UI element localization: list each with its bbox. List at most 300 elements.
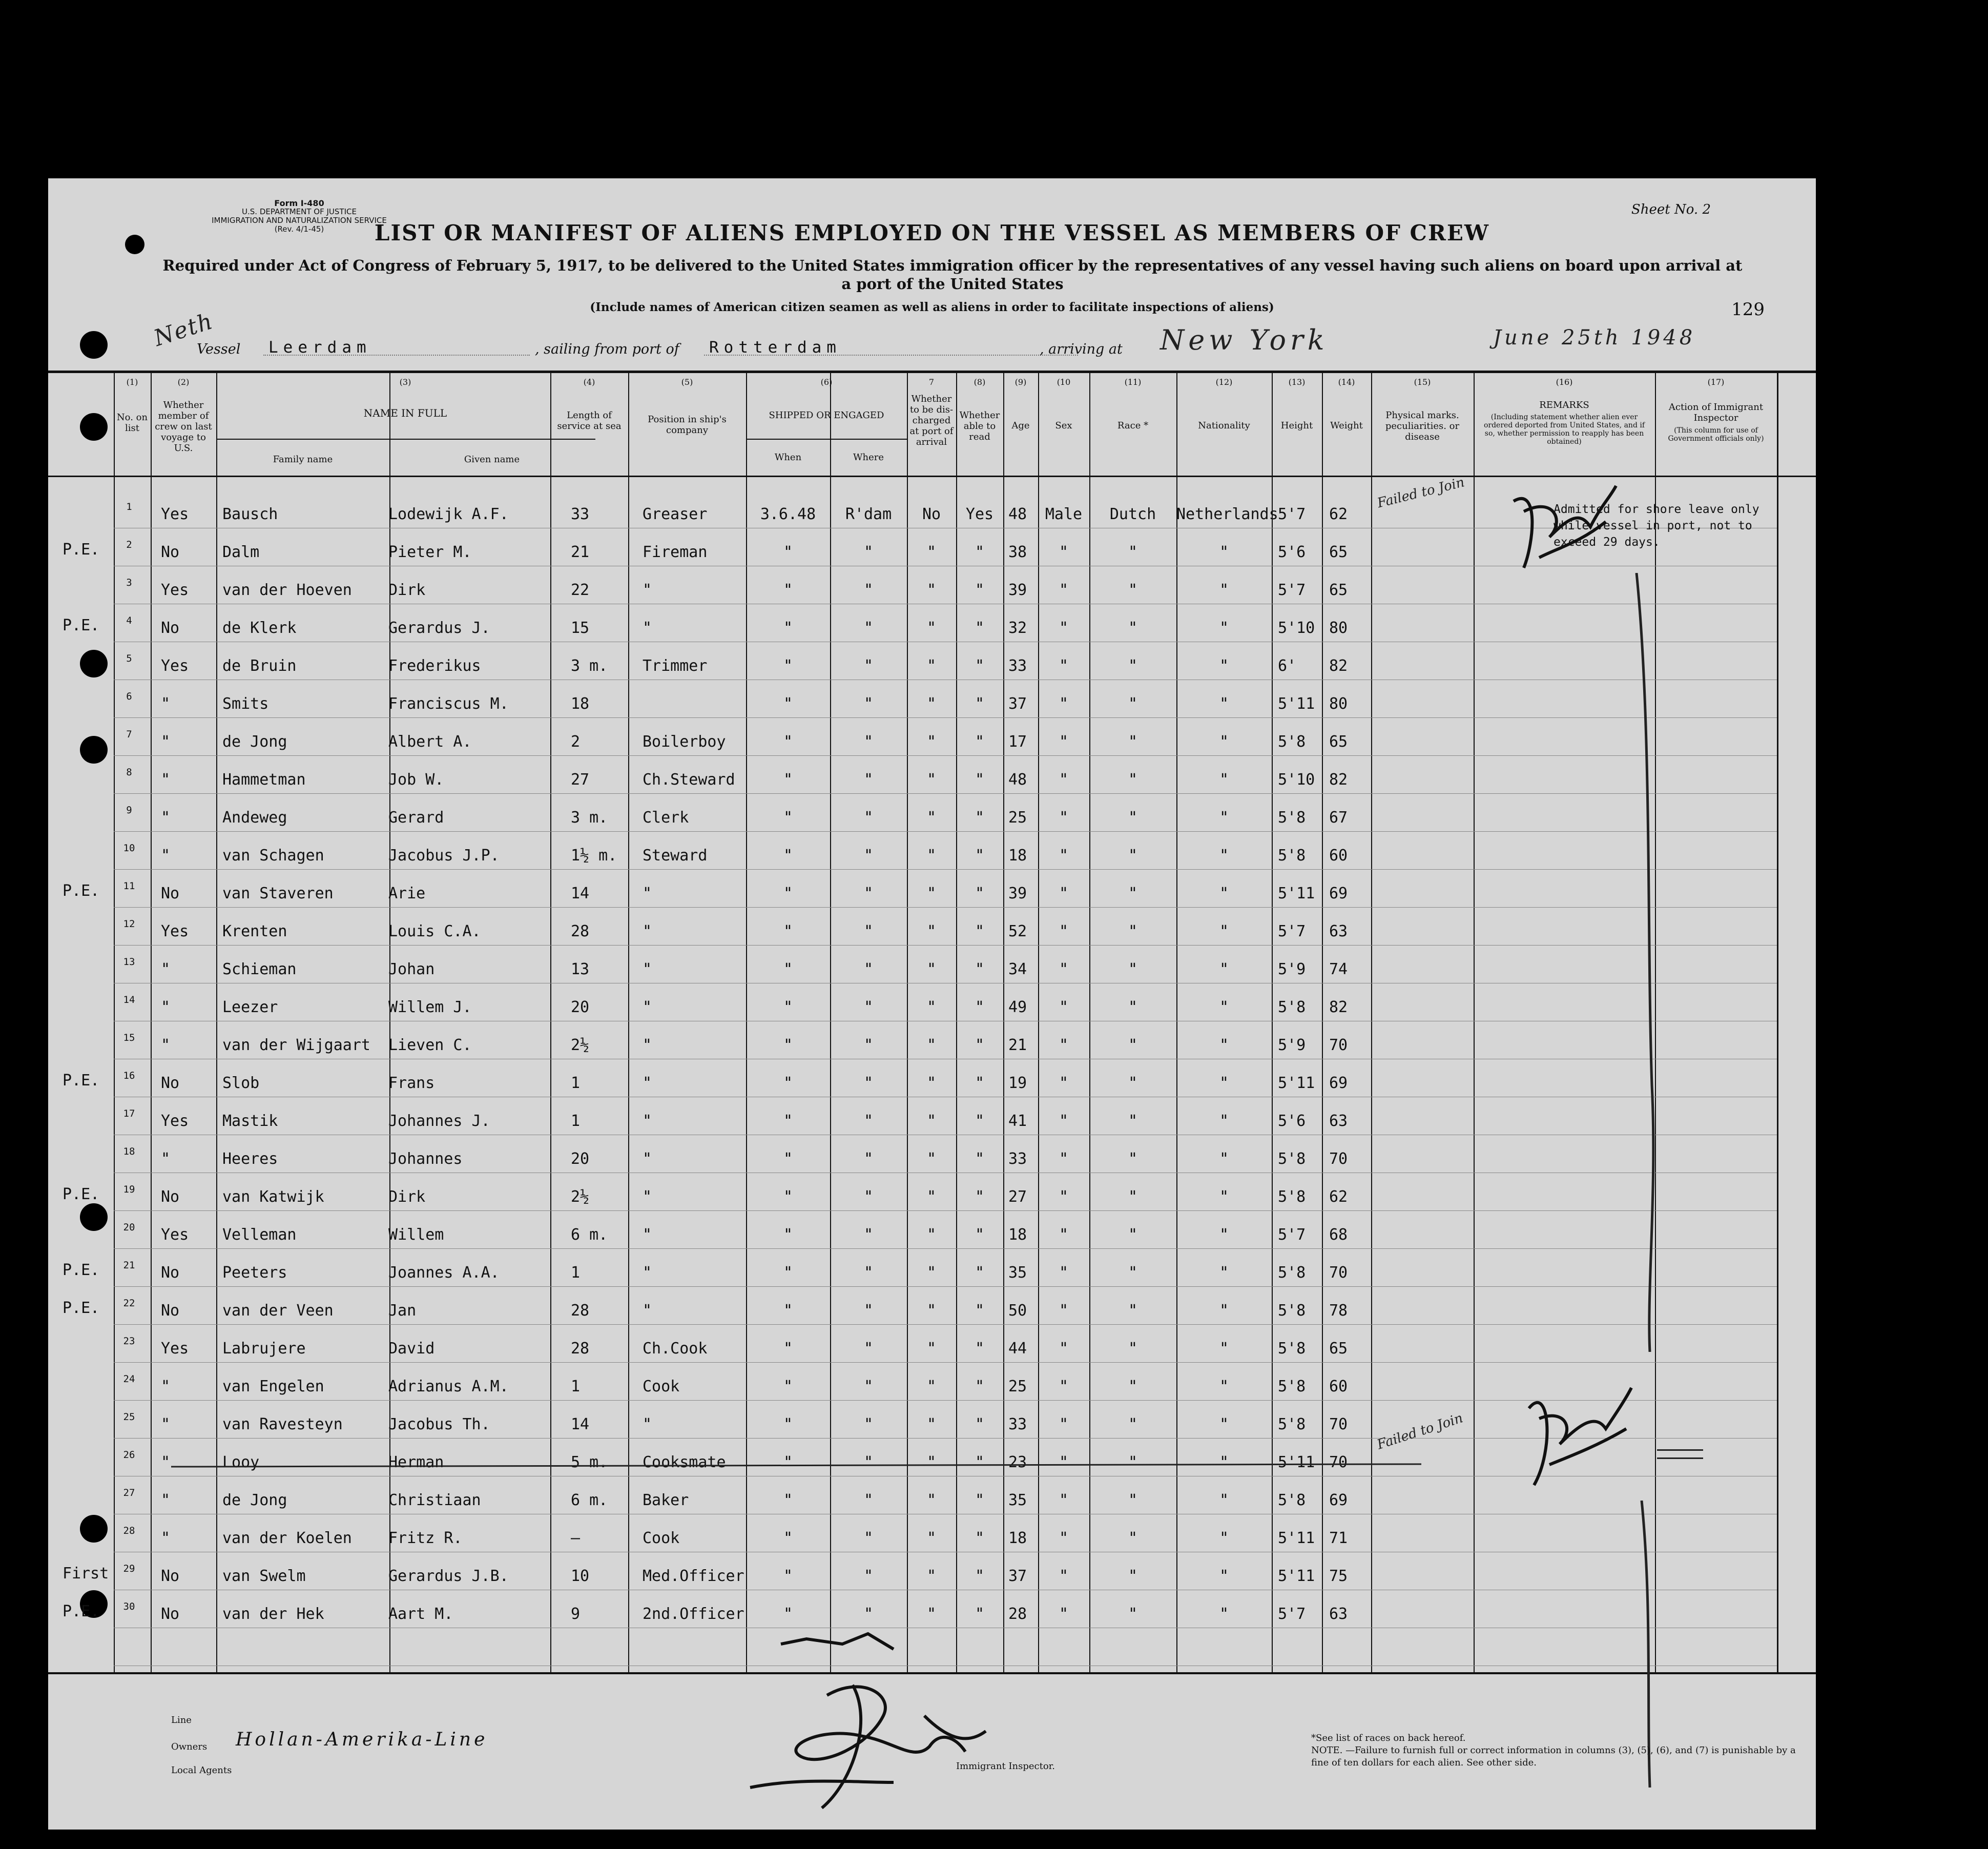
cell-member: " (161, 1529, 171, 1547)
cell-age: 32 (1008, 619, 1027, 637)
cell-family-name: van Katwijk (222, 1188, 324, 1206)
cell-length: 2½ (571, 1036, 590, 1054)
cell-race: " (1128, 1036, 1138, 1054)
failed-join-note-2: Failed to Join (1375, 1410, 1465, 1453)
cell-height: 5'11 (1278, 1074, 1315, 1092)
cell-weight: 82 (1329, 657, 1348, 675)
row-prefix: P.E. (63, 1072, 100, 1090)
cell-no: 28 (123, 1525, 135, 1536)
col-num-6: (6) (820, 377, 833, 387)
col-action-note: (This column for use of Government officials only) (1668, 426, 1764, 443)
cell-discharged: " (926, 885, 937, 902)
cell-race: " (1128, 1074, 1138, 1092)
cell-family-name: Looy (222, 1453, 260, 1471)
row-prefix: P.E. (63, 541, 100, 559)
col-race: Race * (1117, 420, 1149, 431)
cell-race: " (1128, 1415, 1138, 1433)
cell-length: 15 (571, 619, 590, 637)
cell-where: " (863, 1302, 874, 1320)
cell-where: " (863, 695, 874, 713)
row-prefix: First (63, 1565, 109, 1583)
cell-when: " (783, 1567, 793, 1585)
cell-where: " (863, 1226, 874, 1244)
crew-table (48, 371, 1816, 1674)
cell-discharged: " (926, 1188, 937, 1206)
shore-leave-remark: Admitted for shore leave only while vessel in port, not to exceed 29 days. (1554, 503, 1759, 549)
cell-length: 21 (571, 543, 590, 561)
cell-length: 1 (571, 1112, 581, 1130)
cell-sex: " (1059, 543, 1069, 561)
cell-no: 1 (126, 501, 132, 512)
cell-when: " (783, 657, 793, 675)
cell-race: " (1128, 809, 1138, 827)
cell-nationality: " (1219, 1036, 1229, 1054)
cell-age: 19 (1008, 1074, 1027, 1092)
cell-position: Fireman (643, 543, 708, 561)
cell-family-name: Heeres (222, 1150, 278, 1168)
row-prefix: P.E. (63, 1261, 100, 1279)
cell-when: " (783, 1415, 793, 1433)
row-prefix: P.E. (63, 882, 100, 900)
cell-age: 18 (1008, 847, 1027, 865)
vessel-underline (263, 355, 530, 356)
cell-length: 28 (571, 922, 590, 940)
cell-weight: 78 (1329, 1302, 1348, 1320)
cell-length: 3 m. (571, 809, 608, 827)
cell-length: 3 m. (571, 657, 608, 675)
cell-when: 3.6.48 (760, 505, 816, 523)
cell-age: 23 (1008, 1453, 1027, 1471)
cell-sex: " (1059, 1302, 1069, 1320)
cell-member: " (161, 1378, 171, 1395)
cell-sex: " (1059, 581, 1069, 599)
cell-no: 4 (126, 615, 132, 626)
cell-height: 5'11 (1278, 885, 1315, 902)
cell-nationality: " (1219, 847, 1229, 865)
cell-weight: 67 (1329, 809, 1348, 827)
cell-where: " (863, 1340, 874, 1358)
revision: (Rev. 4/1-45) (274, 224, 324, 234)
cell-weight: 70 (1329, 1150, 1348, 1168)
cell-discharged: " (926, 543, 937, 561)
cell-weight: 62 (1329, 505, 1348, 523)
cell-nationality: " (1219, 1302, 1229, 1320)
cell-given-name: Herman (388, 1453, 444, 1471)
cell-read: " (975, 771, 985, 789)
col-no-on-list: No. on list (116, 412, 148, 434)
cell-nationality: " (1219, 960, 1229, 978)
cell-discharged: " (926, 657, 937, 675)
sheet-label: Sheet No. (1631, 202, 1699, 217)
col-num-5: (5) (681, 377, 693, 387)
cell-where: " (863, 809, 874, 827)
inspector-initials-1 (1493, 481, 1647, 583)
table-row (48, 644, 1816, 682)
cell-length: 27 (571, 771, 590, 789)
cell-weight: 80 (1329, 619, 1348, 637)
cell-given-name: Jacobus Th. (388, 1415, 490, 1433)
cell-age: 35 (1008, 1491, 1027, 1509)
cell-no: 15 (123, 1032, 135, 1043)
cell-when: " (783, 998, 793, 1016)
cell-member: " (161, 1453, 171, 1471)
cell-length: 10 (571, 1567, 590, 1585)
cell-weight: 63 (1329, 1605, 1348, 1623)
cell-family-name: de Bruin (222, 657, 297, 675)
cell-sex: " (1059, 657, 1069, 675)
cell-race: " (1128, 922, 1138, 940)
cell-discharged: " (926, 1074, 937, 1092)
cell-no: 7 (126, 729, 132, 740)
cell-given-name: Johannes J. (388, 1112, 490, 1130)
cell-position: Clerk (643, 809, 689, 827)
footer-race-note: *See list of races on back hereof. (1311, 1733, 1466, 1743)
cell-height: 5'10 (1278, 771, 1315, 789)
cell-discharged: " (926, 1264, 937, 1282)
cell-age: 37 (1008, 695, 1027, 713)
cell-weight: 63 (1329, 1112, 1348, 1130)
col-sex: Sex (1055, 420, 1072, 431)
cell-age: 38 (1008, 543, 1027, 561)
cell-weight: 70 (1329, 1264, 1348, 1282)
cell-family-name: Smits (222, 695, 269, 713)
cell-weight: 69 (1329, 1074, 1348, 1092)
cell-read: " (975, 1150, 985, 1168)
port-name: Rotterdam (709, 338, 841, 357)
cell-when: " (783, 922, 793, 940)
cell-no: 2 (126, 539, 132, 550)
cell-member: " (161, 809, 171, 827)
cell-given-name: Pieter M. (388, 543, 472, 561)
cell-read: " (975, 695, 985, 713)
cell-height: 5'11 (1278, 1453, 1315, 1471)
cell-discharged: " (926, 1605, 937, 1623)
cell-nationality: " (1219, 1491, 1229, 1509)
cell-family-name: Schieman (222, 960, 297, 978)
cell-family-name: van der Hoeven (222, 581, 352, 599)
cell-sex: " (1059, 960, 1069, 978)
cell-when: " (783, 1150, 793, 1168)
cell-nationality: " (1219, 922, 1229, 940)
cell-read: " (975, 657, 985, 675)
cell-nationality: " (1219, 619, 1229, 637)
cell-no: 22 (123, 1298, 135, 1309)
cell-position: Steward (643, 847, 708, 865)
cell-member: No (161, 1264, 180, 1282)
cell-nationality: " (1219, 1605, 1229, 1623)
inspector-signature (699, 1613, 1058, 1849)
cell-age: 48 (1008, 771, 1027, 789)
footer-note-label: NOTE. (1311, 1745, 1343, 1756)
cell-when: " (783, 1491, 793, 1509)
cell-position: Greaser (643, 505, 708, 523)
col-num-13: (13) (1288, 377, 1306, 387)
cell-sex: " (1059, 1605, 1069, 1623)
sheet-value: 2 (1702, 202, 1711, 217)
cell-nationality: " (1219, 581, 1229, 599)
cell-weight: 71 (1329, 1529, 1348, 1547)
cell-no: 9 (126, 805, 132, 816)
cell-race: " (1128, 543, 1138, 561)
cell-where: " (863, 1264, 874, 1282)
cell-weight: 65 (1329, 543, 1348, 561)
cell-position: " (643, 581, 652, 599)
cell-when: " (783, 695, 793, 713)
cell-given-name: Gerardus J. (388, 619, 490, 637)
cell-position: " (643, 885, 652, 902)
cell-height: 5'8 (1278, 733, 1306, 751)
failed-join-note-1: Failed to Join (1376, 475, 1466, 511)
cell-race: " (1128, 695, 1138, 713)
cell-sex: " (1059, 1264, 1069, 1282)
cell-nationality: " (1219, 1226, 1229, 1244)
cell-discharged: " (926, 581, 937, 599)
cell-age: 33 (1008, 1415, 1027, 1433)
page-subtitle: Required under Act of Congress of February 5, 1917, to be delivered to the United States immigration officer by the representatives of any vessel having such aliens on board upon arrival at a port of the United States (162, 257, 1743, 293)
table-row (48, 1061, 1816, 1099)
row-prefix: P.E. (63, 1299, 100, 1317)
cell-race: " (1128, 1378, 1138, 1395)
cell-length: 28 (571, 1302, 590, 1320)
cell-where: " (863, 1453, 874, 1471)
cell-no: 26 (123, 1449, 135, 1461)
cell-discharged: " (926, 1340, 937, 1358)
cell-age: 25 (1008, 809, 1027, 827)
cell-age: 37 (1008, 1567, 1027, 1585)
cell-member: " (161, 998, 171, 1016)
cell-position: " (643, 1415, 652, 1433)
cell-read: " (975, 885, 985, 902)
table-row (48, 1326, 1816, 1364)
cell-given-name: Louis C.A. (388, 922, 481, 940)
table-row (48, 1023, 1816, 1061)
cell-when: " (783, 1302, 793, 1320)
cell-height: 5'9 (1278, 960, 1306, 978)
cell-sex: " (1059, 733, 1069, 751)
cell-when: " (783, 733, 793, 751)
cell-age: 18 (1008, 1529, 1027, 1547)
col-physical: Physical marks. peculiarities. or disease (1385, 410, 1460, 442)
cell-length: 1 (571, 1378, 581, 1395)
cell-no: 29 (123, 1563, 135, 1574)
cell-nationality: Netherlands (1176, 505, 1278, 523)
cell-sex: " (1059, 1453, 1069, 1471)
cell-position: " (643, 1188, 652, 1206)
cell-race: " (1128, 1150, 1138, 1168)
cell-position: " (643, 1302, 652, 1320)
cell-position: Cooksmate (643, 1453, 726, 1471)
cell-weight: 70 (1329, 1453, 1348, 1471)
cell-height: 5'11 (1278, 695, 1315, 713)
table-row (48, 1175, 1816, 1213)
stamp-number: 129 (1731, 299, 1765, 320)
cell-when: " (783, 581, 793, 599)
cell-nationality: " (1219, 1112, 1229, 1130)
cell-age: 49 (1008, 998, 1027, 1016)
cell-read: Yes (965, 505, 994, 523)
cell-no: 21 (123, 1260, 135, 1271)
cell-where: " (863, 1112, 874, 1130)
remarks-dash (1657, 1457, 1703, 1459)
cell-discharged: " (926, 1567, 937, 1585)
cell-when: " (783, 1529, 793, 1547)
cell-discharged: " (926, 1226, 937, 1244)
cell-member: Yes (161, 1340, 189, 1358)
cell-where: " (863, 771, 874, 789)
cell-race: " (1128, 1112, 1138, 1130)
remarks-ditto-line-1 (1631, 573, 1662, 1352)
cell-discharged: " (926, 1302, 937, 1320)
inspector-initials-2 (1498, 1378, 1652, 1501)
cell-age: 39 (1008, 581, 1027, 599)
cell-where: " (863, 1378, 874, 1395)
cell-race: " (1128, 847, 1138, 865)
cell-height: 5'8 (1278, 1150, 1306, 1168)
cell-sex: " (1059, 1112, 1069, 1130)
form-number: Form I-480 (274, 198, 324, 208)
cell-sex: " (1059, 922, 1069, 940)
cell-nationality: " (1219, 695, 1229, 713)
cell-height: 5'8 (1278, 1302, 1306, 1320)
cell-length: 6 m. (571, 1491, 608, 1509)
cell-member: " (161, 733, 171, 751)
cell-height: 6' (1278, 657, 1297, 675)
cell-age: 52 (1008, 922, 1027, 940)
cell-length: 9 (571, 1605, 581, 1623)
cell-member: " (161, 1036, 171, 1054)
header-note: (Include names of American citizen seamen as well as aliens in order to facilitate inspections of aliens) (590, 300, 1274, 314)
cell-read: " (975, 1567, 985, 1585)
cell-height: 5'9 (1278, 1036, 1306, 1054)
cell-read: " (975, 998, 985, 1016)
col-nationality: Nationality (1198, 420, 1250, 431)
cell-position: " (643, 1150, 652, 1168)
cell-position: " (643, 1112, 652, 1130)
cell-age: 28 (1008, 1605, 1027, 1623)
cell-when: " (783, 847, 793, 865)
col-num-11: (11) (1124, 377, 1142, 387)
cell-given-name: Aart M. (388, 1605, 453, 1623)
cell-given-name: Franciscus M. (388, 695, 509, 713)
cell-read: " (975, 1529, 985, 1547)
cell-read: " (975, 960, 985, 978)
cell-read: " (975, 809, 985, 827)
cell-age: 35 (1008, 1264, 1027, 1282)
col-remarks-note: (Including statement whether alien ever ordered deported from United States, and if so, whether permission to reapply has been obtained) (1483, 413, 1645, 446)
cell-member: " (161, 771, 171, 789)
cell-position: " (643, 922, 652, 940)
table-row (48, 1137, 1816, 1175)
cell-nationality: " (1219, 733, 1229, 751)
cell-where: " (863, 1188, 874, 1206)
col-name-in-full: NAME IN FULL (363, 407, 447, 419)
cell-sex: " (1059, 885, 1069, 902)
cell-length: 1 (571, 1074, 581, 1092)
cell-age: 21 (1008, 1036, 1027, 1054)
cell-read: " (975, 1415, 985, 1433)
cell-given-name: Albert A. (388, 733, 472, 751)
cell-weight: 65 (1329, 581, 1348, 599)
cell-sex: " (1059, 1491, 1069, 1509)
cell-member: " (161, 1150, 171, 1168)
footer-line-label: Line (171, 1715, 192, 1725)
cell-race: " (1128, 733, 1138, 751)
cell-given-name: Johan (388, 960, 435, 978)
cell-position: Cook (643, 1529, 680, 1547)
cell-no: 19 (123, 1184, 135, 1195)
cell-given-name: Willem (388, 1226, 444, 1244)
sailing-label: , sailing from port of (535, 341, 679, 357)
footer-owners-label: Owners (171, 1741, 208, 1752)
cell-weight: 69 (1329, 1491, 1348, 1509)
cell-member: No (161, 619, 180, 637)
cell-height: 5'8 (1278, 1491, 1306, 1509)
port-underline (704, 355, 1078, 356)
cell-length: 20 (571, 998, 590, 1016)
cell-race: " (1128, 657, 1138, 675)
cell-race: " (1128, 1567, 1138, 1585)
cell-family-name: Hammetman (222, 771, 306, 789)
cell-where: " (863, 922, 874, 940)
cell-sex: " (1059, 1150, 1069, 1168)
cell-when: " (783, 619, 793, 637)
cell-age: 33 (1008, 1150, 1027, 1168)
cell-age: 50 (1008, 1302, 1027, 1320)
table-row (48, 606, 1816, 644)
cell-age: 39 (1008, 885, 1027, 902)
cell-no: 27 (123, 1487, 135, 1498)
cell-no: 30 (123, 1601, 135, 1612)
cell-where: " (863, 1605, 874, 1623)
table-row (48, 909, 1816, 947)
cell-weight: 80 (1329, 695, 1348, 713)
cell-discharged: " (926, 1378, 937, 1395)
cell-position: " (643, 960, 652, 978)
cell-age: 17 (1008, 733, 1027, 751)
cell-race: " (1128, 1302, 1138, 1320)
col-given-name: Given name (464, 454, 520, 465)
cell-when: " (783, 885, 793, 902)
cell-family-name: Krenten (222, 922, 287, 940)
cell-read: " (975, 847, 985, 865)
cell-discharged: " (926, 1415, 937, 1433)
cell-where: " (863, 733, 874, 751)
cell-when: " (783, 1453, 793, 1471)
cell-height: 5'6 (1278, 1112, 1306, 1130)
cell-family-name: van der Hek (222, 1605, 324, 1623)
vessel-name: Leerdam (268, 338, 371, 357)
row-prefix: P.E. (63, 1603, 100, 1620)
cell-member: No (161, 1074, 180, 1092)
cell-given-name: Frans (388, 1074, 435, 1092)
cell-length: 20 (571, 1150, 590, 1168)
cell-position: " (643, 1264, 652, 1282)
cell-weight: 63 (1329, 922, 1348, 940)
cell-given-name: Frederikus (388, 657, 481, 675)
cell-height: 5'8 (1278, 998, 1306, 1016)
cell-position: Ch.Cook (643, 1340, 708, 1358)
col-num-1: (1) (126, 377, 138, 387)
table-row (48, 1554, 1816, 1592)
cell-age: 48 (1008, 505, 1027, 523)
col-where: Where (853, 452, 884, 463)
cell-member: " (161, 695, 171, 713)
footer-notes (1311, 1732, 1803, 1769)
cell-nationality: " (1219, 1415, 1229, 1433)
table-row (48, 757, 1816, 795)
table-row (48, 833, 1816, 871)
cell-age: 34 (1008, 960, 1027, 978)
